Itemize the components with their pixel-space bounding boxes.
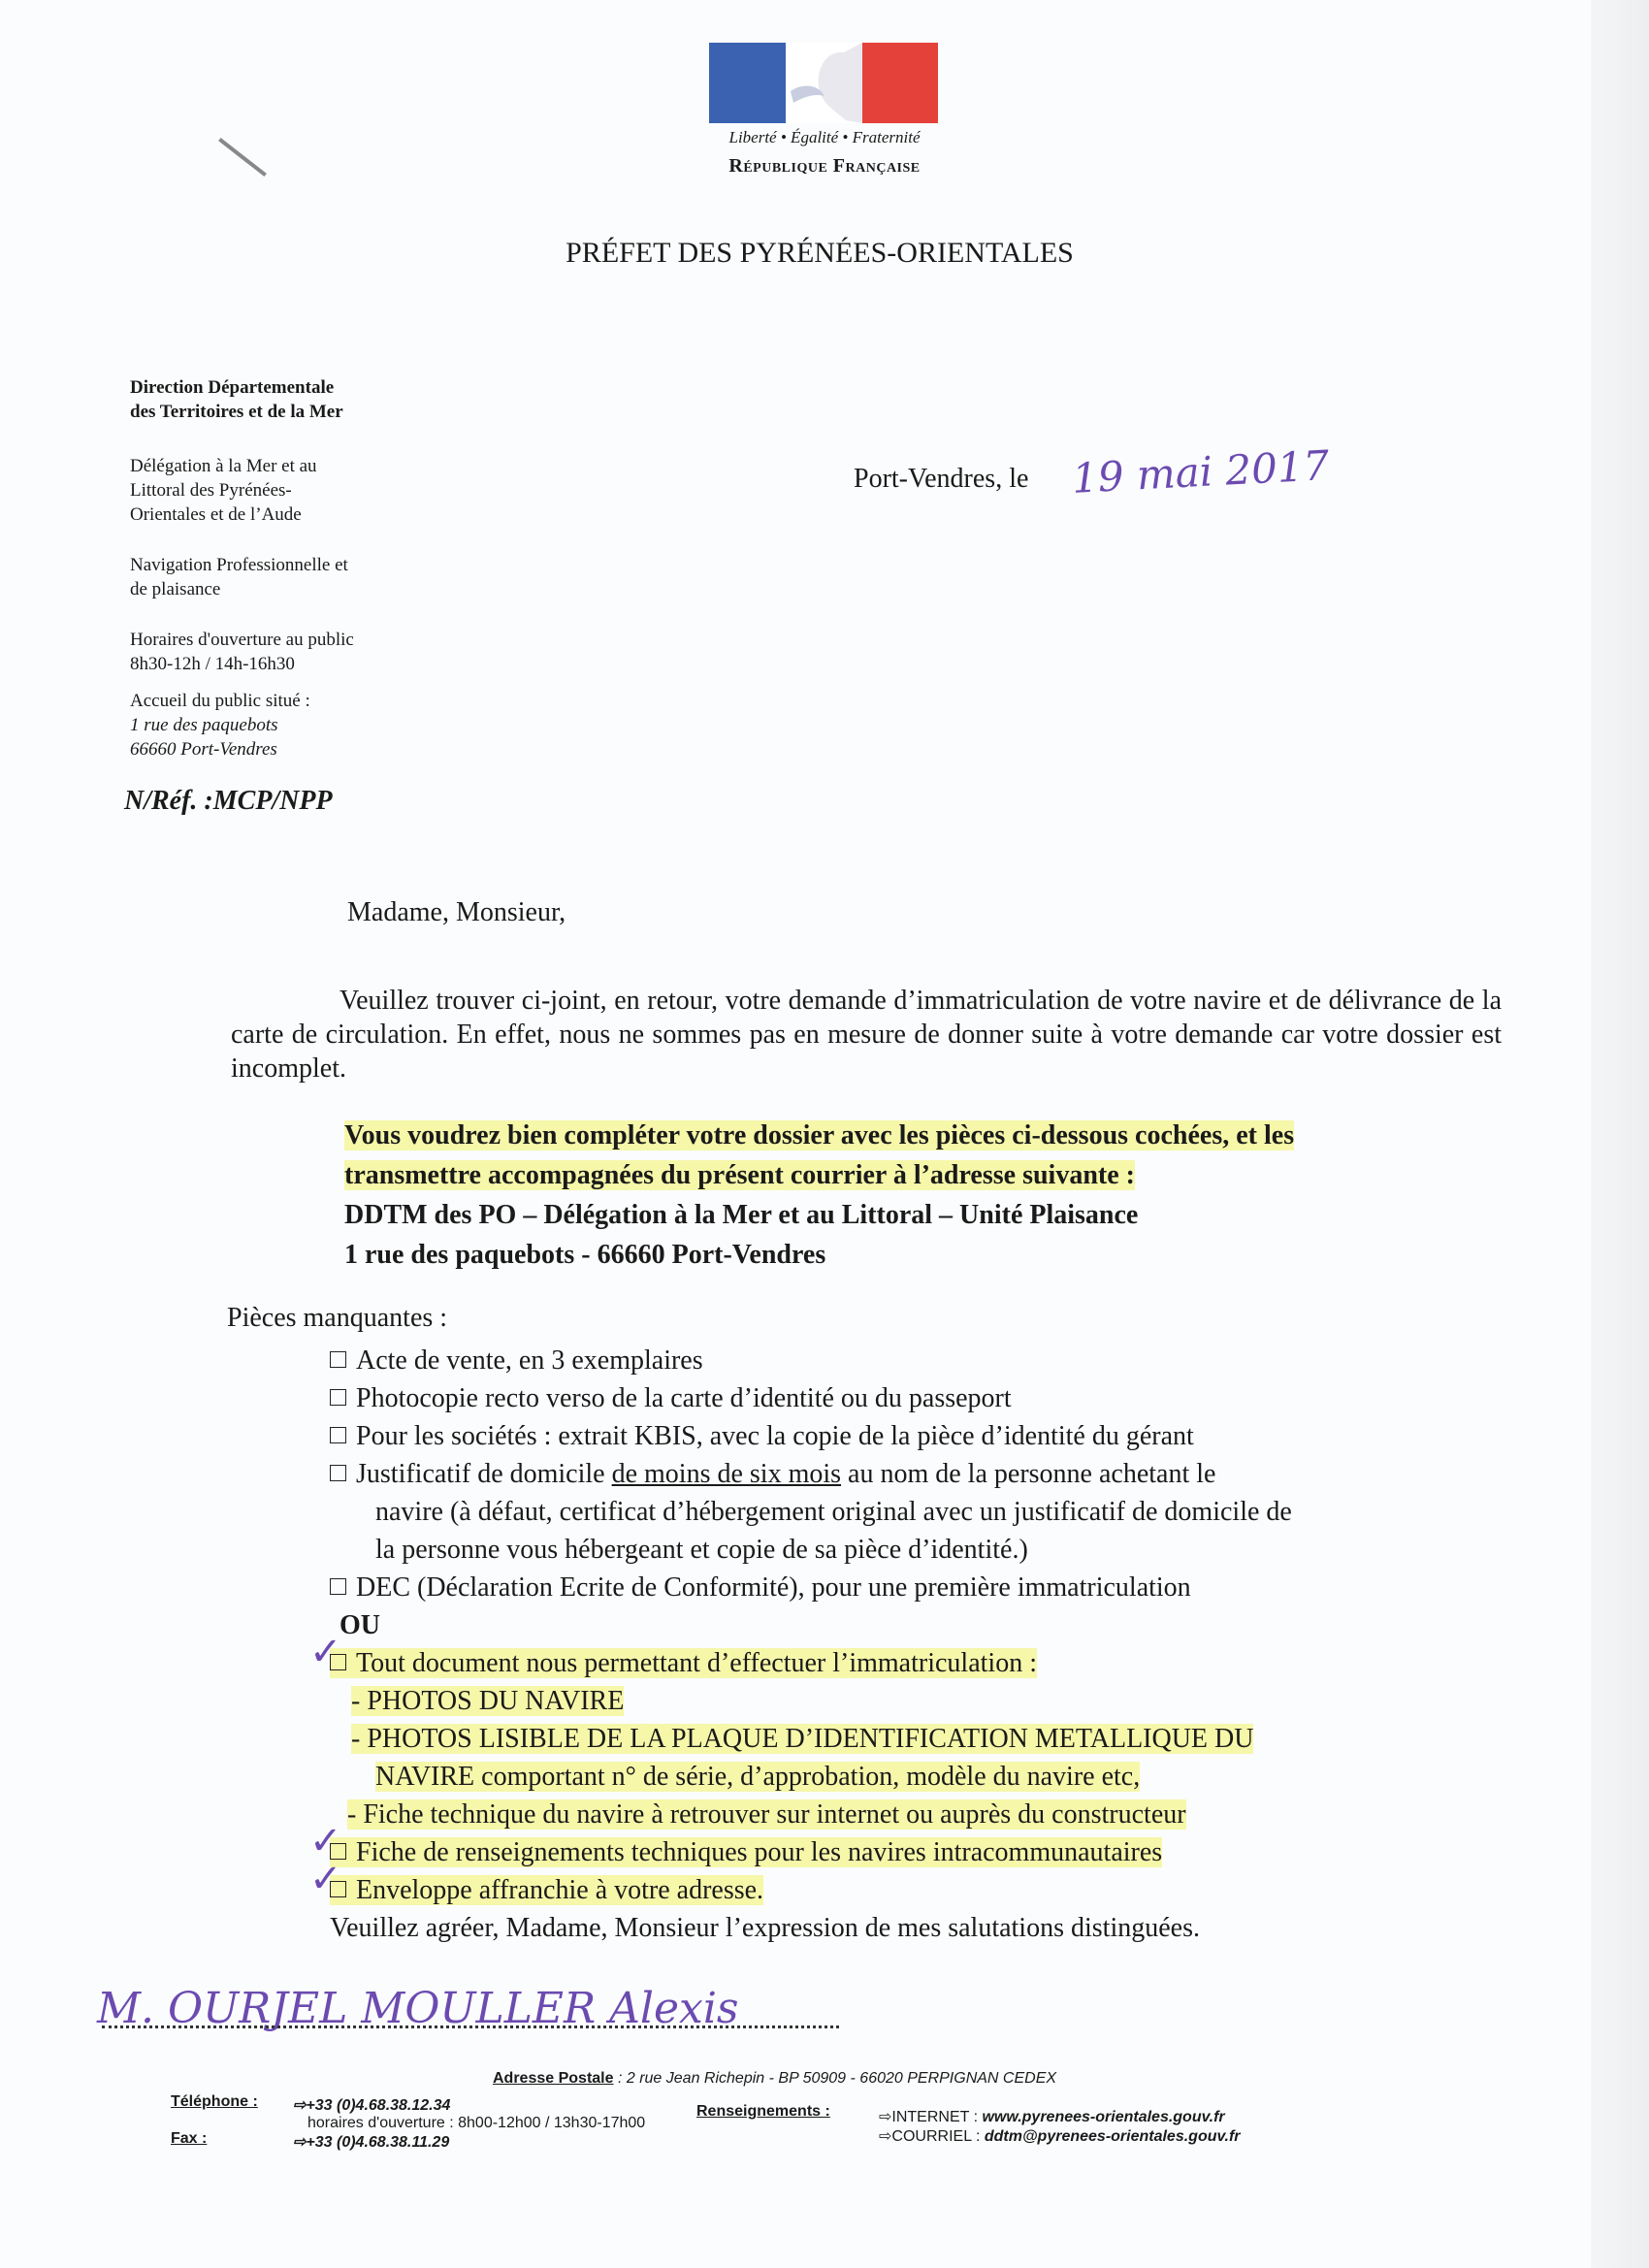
staple-mark	[218, 138, 267, 177]
checkbox-checked[interactable]	[309, 1857, 346, 1901]
sub-item: - PHOTOS DU NAVIRE	[351, 1686, 625, 1716]
sender-service	[130, 553, 348, 601]
sender-reception	[130, 689, 310, 761]
salutation: Madame, Monsieur,	[347, 897, 566, 927]
direction-line: des Territoires et de la Mer	[130, 402, 343, 422]
checkbox-checked[interactable]	[309, 1630, 346, 1674]
missing-label: Pièces manquantes :	[227, 1303, 448, 1333]
checklist-item-checked	[309, 1857, 1542, 1909]
website-link[interactable]: www.pyrenees-orientales.gouv.fr	[982, 2109, 1225, 2125]
instruction-line: transmettre accompagnées du présent courrier à l’adresse suivante :	[344, 1160, 1135, 1190]
phone-number[interactable]: ⇨+33 (0)4.68.38.12.34	[293, 2097, 451, 2114]
fax-label: Fax :	[171, 2130, 208, 2147]
hours-line: Horaires d'ouverture au public	[130, 630, 354, 650]
reference: N/Réf. :MCP/NPP	[124, 786, 333, 816]
marianne-logo	[709, 43, 938, 123]
internet-label: ⇨INTERNET :	[879, 2109, 979, 2125]
item-continuation: navire (à défaut, certificat d’hébergement original avec un justificatif de domicile de	[375, 1497, 1292, 1527]
checklist-item-checked	[309, 1630, 1542, 1682]
service-line: Navigation Professionnelle et	[130, 555, 348, 575]
or-separator: OU	[340, 1610, 380, 1640]
checklist-item	[330, 1569, 1542, 1606]
item-text: Pour les sociétés : extrait KBIS, avec la copie de la pièce d’identité du gérant	[356, 1421, 1194, 1451]
instructions-block	[344, 1116, 1547, 1275]
info-label: Renseignements :	[696, 2103, 830, 2120]
sender-delegation	[130, 454, 317, 527]
item-text: Acte de vente, en 3 exemplaires	[356, 1345, 703, 1376]
item-text: Tout document nous permettant d’effectuer l’immatriculation :	[356, 1648, 1037, 1678]
sub-item: - Fiche technique du navire à retrouver sur internet ou auprès du constructeur	[347, 1799, 1186, 1830]
item-text: DEC (Déclaration Ecrite de Conformité), pour une première immatriculation	[356, 1572, 1191, 1603]
email-link[interactable]: ddtm@pyrenees-orientales.gouv.fr	[984, 2128, 1241, 2145]
instruction-line: 1 rue des paquebots - 66660 Port-Vendres	[344, 1240, 826, 1270]
intro-paragraph	[231, 984, 1502, 1085]
checklist-item	[330, 1342, 1542, 1379]
fax-number: ⇨+33 (0)4.68.38.11.29	[293, 2134, 450, 2151]
instruction-line: Vous voudrez bien compléter votre dossier avec les pièces ci-dessous cochées, et les	[344, 1120, 1295, 1150]
date-prefix: Port-Vendres, le	[854, 464, 1029, 494]
sender-hours	[130, 628, 354, 676]
direction-line: Direction Départementale	[130, 377, 335, 398]
phone-label: Téléphone :	[171, 2093, 258, 2110]
reception-label: Accueil du public situé :	[130, 691, 310, 711]
checkbox[interactable]	[330, 1351, 346, 1368]
postal-label: Adresse Postale	[493, 2070, 614, 2087]
reception-address-line: 1 rue des paquebots	[130, 715, 278, 735]
prefect-title: PRÉFET DES PYRÉNÉES-ORIENTALES	[566, 237, 1074, 269]
republic-name: République Française	[728, 155, 921, 177]
service-line: de plaisance	[130, 579, 221, 599]
hours-line: 8h30-12h / 14h-16h30	[130, 654, 295, 674]
checkbox[interactable]	[330, 1578, 346, 1595]
signature-dotted-line	[102, 2025, 839, 2028]
item-underlined-text: de moins de six mois	[611, 1459, 842, 1489]
checklist-item	[330, 1455, 1542, 1493]
checkbox[interactable]	[330, 1389, 346, 1406]
checklist-item-checked	[309, 1819, 1542, 1871]
delegation-line: Littoral des Pyrénées-	[130, 480, 292, 501]
sub-item: - PHOTOS LISIBLE DE LA PLAQUE D’IDENTIFICATION METALLIQUE DU	[351, 1724, 1254, 1754]
reception-address-line: 66660 Port-Vendres	[130, 739, 277, 760]
sender-direction	[130, 375, 343, 424]
phone-hours: horaires d'ouverture : 8h00-12h00 / 13h30-17h00	[307, 2115, 646, 2131]
missing-items-list	[309, 1342, 1542, 1947]
delegation-line: Orientales et de l’Aude	[130, 504, 302, 525]
sub-item: NAVIRE comportant n° de série, d’approbation, modèle du navire etc,	[375, 1762, 1141, 1792]
handwritten-date: 19 mai 2017	[1070, 441, 1331, 502]
item-text: Enveloppe affranchie à votre adresse.	[356, 1875, 764, 1905]
handwritten-check-icon: ✓	[309, 1630, 342, 1674]
closing-line: Veuillez agréer, Madame, Monsieur l’expression de mes salutations distinguées.	[330, 1913, 1200, 1943]
checkbox[interactable]	[330, 1465, 346, 1481]
item-continuation: la personne vous hébergeant et copie de sa pièce d’identité.)	[375, 1535, 1028, 1565]
checklist-item	[330, 1379, 1542, 1417]
email-label: ⇨COURRIEL :	[879, 2128, 981, 2145]
item-text: au nom de la personne achetant le	[841, 1459, 1216, 1489]
checklist-item	[330, 1417, 1542, 1455]
footer-postal	[493, 2070, 1056, 2088]
handwritten-signature: M. OURJEL MOULLER Alexis	[97, 1984, 739, 2033]
delegation-line: Délégation à la Mer et au	[130, 456, 317, 476]
item-text: Photocopie recto verso de la carte d’identité ou du passeport	[356, 1383, 1012, 1413]
instruction-line: DDTM des PO – Délégation à la Mer et au Littoral – Unité Plaisance	[344, 1200, 1139, 1230]
postal-address: : 2 rue Jean Richepin - BP 50909 - 66020 PERPIGNAN CEDEX	[617, 2070, 1057, 2087]
scan-edge	[1591, 0, 1649, 2268]
motto: Liberté • Égalité • Fraternité	[728, 128, 921, 146]
footer-email	[879, 2126, 1241, 2146]
handwritten-check-icon: ✓	[309, 1819, 342, 1863]
footer-internet	[879, 2107, 1225, 2126]
handwritten-check-icon: ✓	[309, 1857, 342, 1901]
item-text: Fiche de renseignements techniques pour les navires intracommunautaires	[356, 1837, 1163, 1867]
checkbox[interactable]	[330, 1427, 346, 1443]
item-text: Justificatif de domicile	[356, 1459, 612, 1489]
paragraph-text: Veuillez trouver ci-joint, en retour, votre demande d’immatriculation de votre navire et de délivrance de la carte de circulation. En effet, nous ne sommes pas en mesure de donner suite à votre demande car votre dossier est incomplet.	[231, 986, 1502, 1084]
